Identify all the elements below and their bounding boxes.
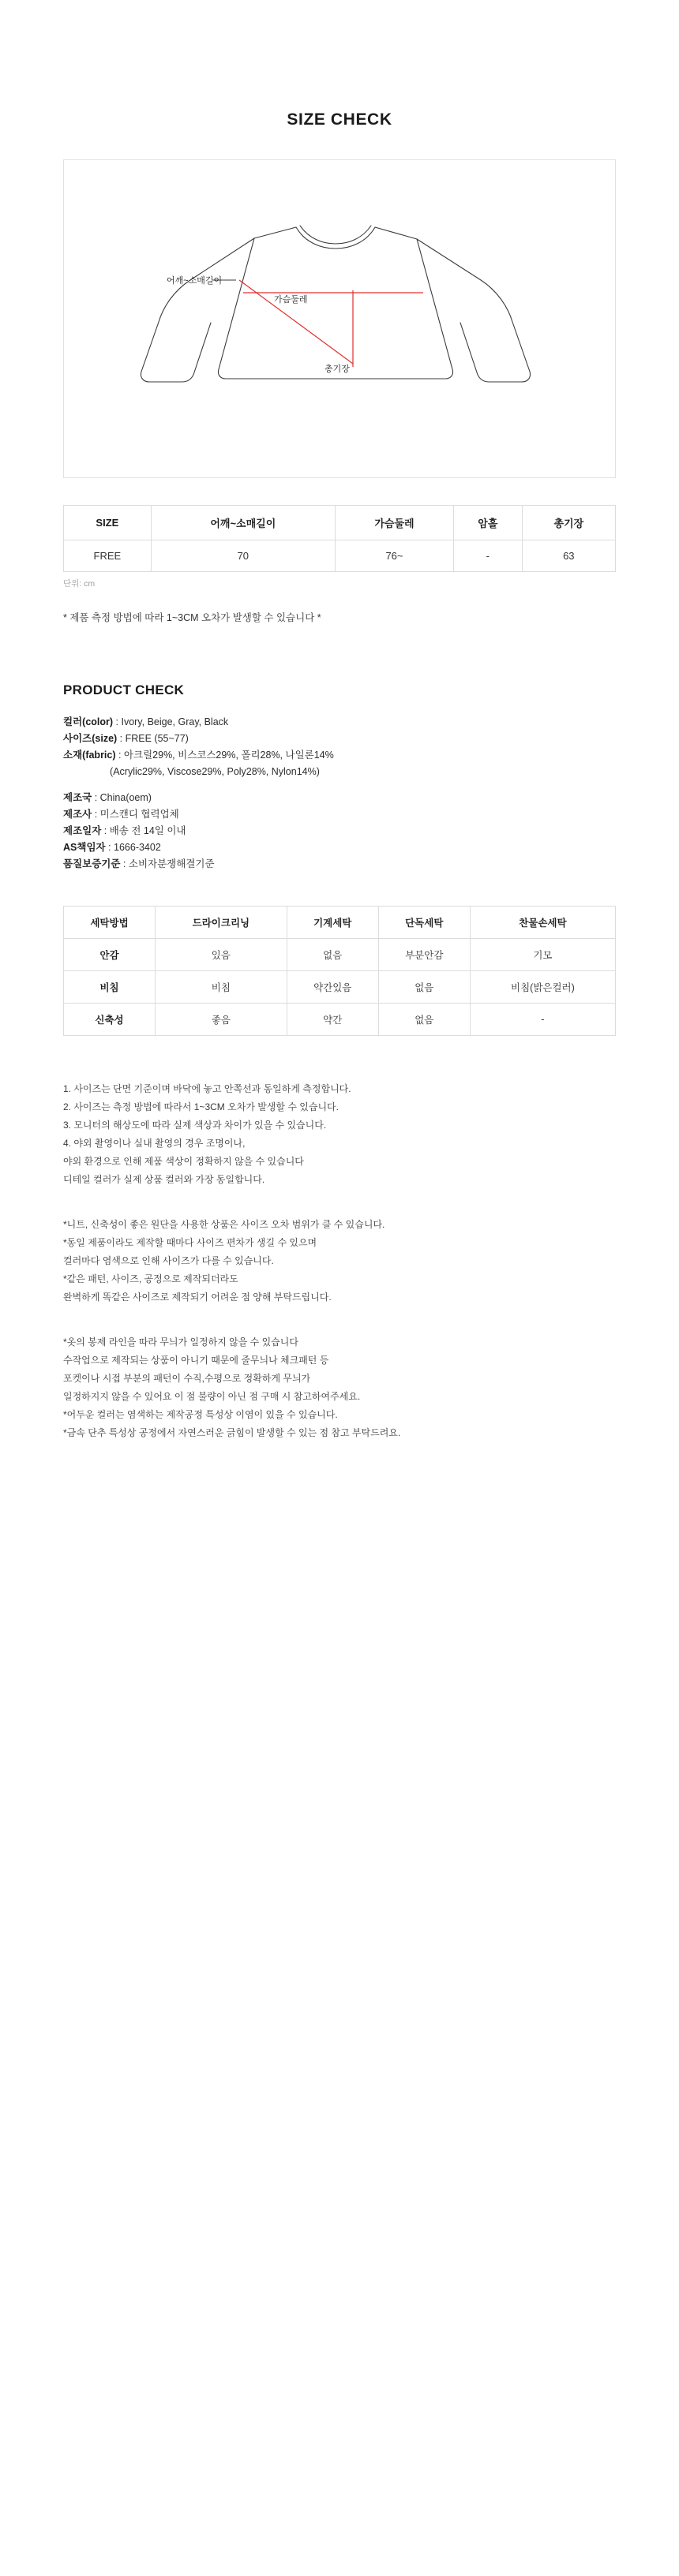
spec-value: : China(oem) xyxy=(92,792,152,803)
care-table-cell: 약간있음 xyxy=(287,971,378,1004)
size-table-header-cell: 암홀 xyxy=(454,506,523,540)
note-line: *옷의 봉제 라인을 따라 무늬가 일정하지 않을 수 있습니다 xyxy=(63,1337,298,1348)
table-row xyxy=(64,540,616,572)
care-table-header-cell: 세탁방법 xyxy=(64,907,156,939)
spec-value: : Ivory, Beige, Gray, Black xyxy=(113,716,229,727)
label-total-length: 총기장 xyxy=(324,365,350,374)
care-table-header-cell: 기계세탁 xyxy=(287,907,378,939)
spec-row xyxy=(63,731,616,747)
tolerance-note: * 제품 측정 방법에 따라 1~3CM 오차가 발생할 수 있습니다 * xyxy=(63,612,321,623)
care-table-cell: 약간 xyxy=(287,1004,378,1036)
note-line: 완벽하게 똑같은 사이즈로 제작되기 어려운 점 양해 부탁드립니다. xyxy=(63,1292,332,1303)
spec-spacer xyxy=(63,780,616,790)
note-line: *금속 단추 특성상 공정에서 자연스러운 긁힘이 발생할 수 있는 점 참고 부탁드려요. xyxy=(63,1427,401,1438)
note-line: 수작업으로 제작되는 상품이 아니기 때문에 줄무늬나 체크패턴 등 xyxy=(63,1355,329,1366)
size-table-cell: FREE xyxy=(64,540,152,572)
spec-row xyxy=(63,714,616,731)
care-table-cell: 좋음 xyxy=(156,1004,287,1036)
note-line: 4. 야외 촬영이나 실내 촬영의 경우 조명이나, xyxy=(63,1138,246,1149)
note-line: *같은 패턴, 사이즈, 공정으로 제작되더라도 xyxy=(63,1273,238,1284)
note-line: 일정하지지 않을 수 있어요 이 점 불량이 아닌 점 구매 시 참고하여주세요. xyxy=(63,1391,361,1402)
size-table-header-cell: 가슴둘레 xyxy=(335,506,453,540)
spec-value: : 미스캔디 협력업체 xyxy=(92,809,179,820)
care-table-cell: 비침 xyxy=(156,971,287,1004)
note-line: 야외 환경으로 인해 제품 색상이 정확하지 않을 수 있습니다 xyxy=(63,1156,304,1167)
note-line: *어두운 컬러는 염색하는 제작공정 특성상 이염이 있을 수 있습니다. xyxy=(63,1409,338,1420)
label-shoulder-sleeve: 어깨~소매길이 xyxy=(167,276,223,286)
note-line: 포켓이나 시접 부분의 패턴이 수직,수평으로 정확하게 무늬가 xyxy=(63,1373,311,1384)
note-line: 3. 모니터의 해상도에 따라 실제 색상과 차이가 있을 수 있습니다. xyxy=(63,1120,327,1131)
size-table-cell: - xyxy=(454,540,523,572)
spec-row xyxy=(63,764,616,780)
spec-row xyxy=(63,806,616,823)
size-table-header-cell: SIZE xyxy=(64,506,152,540)
care-table-cell: 없음 xyxy=(378,1004,470,1036)
spec-row xyxy=(63,856,616,873)
size-table-header-cell: 어깨~소매길이 xyxy=(151,506,335,540)
care-table-header-cell: 드라이크리닝 xyxy=(156,907,287,939)
spec-label: 사이즈(size) xyxy=(63,733,118,744)
bottom-spacer xyxy=(63,1442,616,1505)
table-row xyxy=(64,1004,616,1036)
care-table-cell: 비침 xyxy=(64,971,156,1004)
product-check-section xyxy=(63,682,616,873)
unit-note: 단위: cm xyxy=(63,579,96,589)
care-table-cell: 없음 xyxy=(287,939,378,971)
spec-row xyxy=(63,790,616,806)
size-table-cell: 70 xyxy=(151,540,335,572)
spec-label: 제조사 xyxy=(63,809,92,820)
spec-row xyxy=(63,839,616,856)
care-table-header-cell: 단독세탁 xyxy=(378,907,470,939)
size-table-cell: 63 xyxy=(522,540,615,572)
note-line: 컬러마다 염색으로 인해 사이즈가 다를 수 있습니다. xyxy=(63,1255,274,1266)
care-table-cell: 있음 xyxy=(156,939,287,971)
notes-block xyxy=(63,1333,616,1442)
spec-label: 소재(fabric) xyxy=(63,750,116,761)
garment-diagram xyxy=(64,160,615,477)
spec-label: 제조일자 xyxy=(63,825,102,836)
spec-value: : 1666-3402 xyxy=(105,842,161,853)
size-table-header-row xyxy=(64,506,616,540)
notes-block xyxy=(63,1080,616,1189)
size-table-header-cell: 총기장 xyxy=(522,506,615,540)
care-table-cell: 비침(밝은컬러) xyxy=(470,971,615,1004)
spec-label: 컬러(color) xyxy=(63,716,114,727)
table-row xyxy=(64,971,616,1004)
label-chest: 가슴둘레 xyxy=(274,295,308,305)
care-table-cell: 기모 xyxy=(470,939,615,971)
size-table-cell: 76~ xyxy=(335,540,453,572)
spec-value: (Acrylic29%, Viscose29%, Poly28%, Nylon14%) xyxy=(63,766,320,777)
size-table xyxy=(63,505,616,572)
care-table-cell: 없음 xyxy=(378,971,470,1004)
note-line: *니트, 신축성이 좋은 원단을 사용한 상품은 사이즈 오차 범위가 클 수 있습니다. xyxy=(63,1219,385,1230)
spec-value: : 배송 전 14일 이내 xyxy=(101,825,186,836)
spec-row xyxy=(63,747,616,764)
note-line: 1. 사이즈는 단면 기준이며 바닥에 놓고 안쪽선과 동일하게 측정합니다. xyxy=(63,1083,351,1094)
care-table-header-cell: 찬물손세탁 xyxy=(470,907,615,939)
page-title: SIZE CHECK xyxy=(287,110,392,129)
care-table-cell: 신축성 xyxy=(64,1004,156,1036)
garment-illustration xyxy=(63,159,616,478)
spec-value: : FREE (55~77) xyxy=(117,733,189,744)
spec-label: AS책임자 xyxy=(63,842,106,853)
care-table-header-row xyxy=(64,907,616,939)
spec-label: 품질보증기준 xyxy=(63,858,121,869)
product-check-title: PRODUCT CHECK xyxy=(63,682,185,697)
content-container xyxy=(63,0,616,1505)
spec-label: 제조국 xyxy=(63,792,92,803)
notes-section xyxy=(63,1080,616,1442)
care-table-cell: - xyxy=(470,1004,615,1036)
spec-list xyxy=(63,714,616,873)
note-line: 2. 사이즈는 측정 방법에 따라서 1~3CM 오차가 발생할 수 있습니다. xyxy=(63,1101,339,1112)
note-line: 디테일 컬러가 실제 상품 컬러와 가장 동일합니다. xyxy=(63,1174,265,1185)
care-table xyxy=(63,906,616,1036)
notes-block xyxy=(63,1216,616,1307)
spec-row xyxy=(63,823,616,839)
note-line: *동일 제품이라도 제작할 때마다 사이즈 편차가 생길 수 있으며 xyxy=(63,1237,317,1248)
care-table-cell: 안감 xyxy=(64,939,156,971)
care-table-cell: 부분안감 xyxy=(378,939,470,971)
spec-value: : 소비자분쟁해결기준 xyxy=(120,858,215,869)
table-row xyxy=(64,939,616,971)
spec-value: : 아크릴29%, 비스코스29%, 폴리28%, 나일론14% xyxy=(115,750,334,761)
